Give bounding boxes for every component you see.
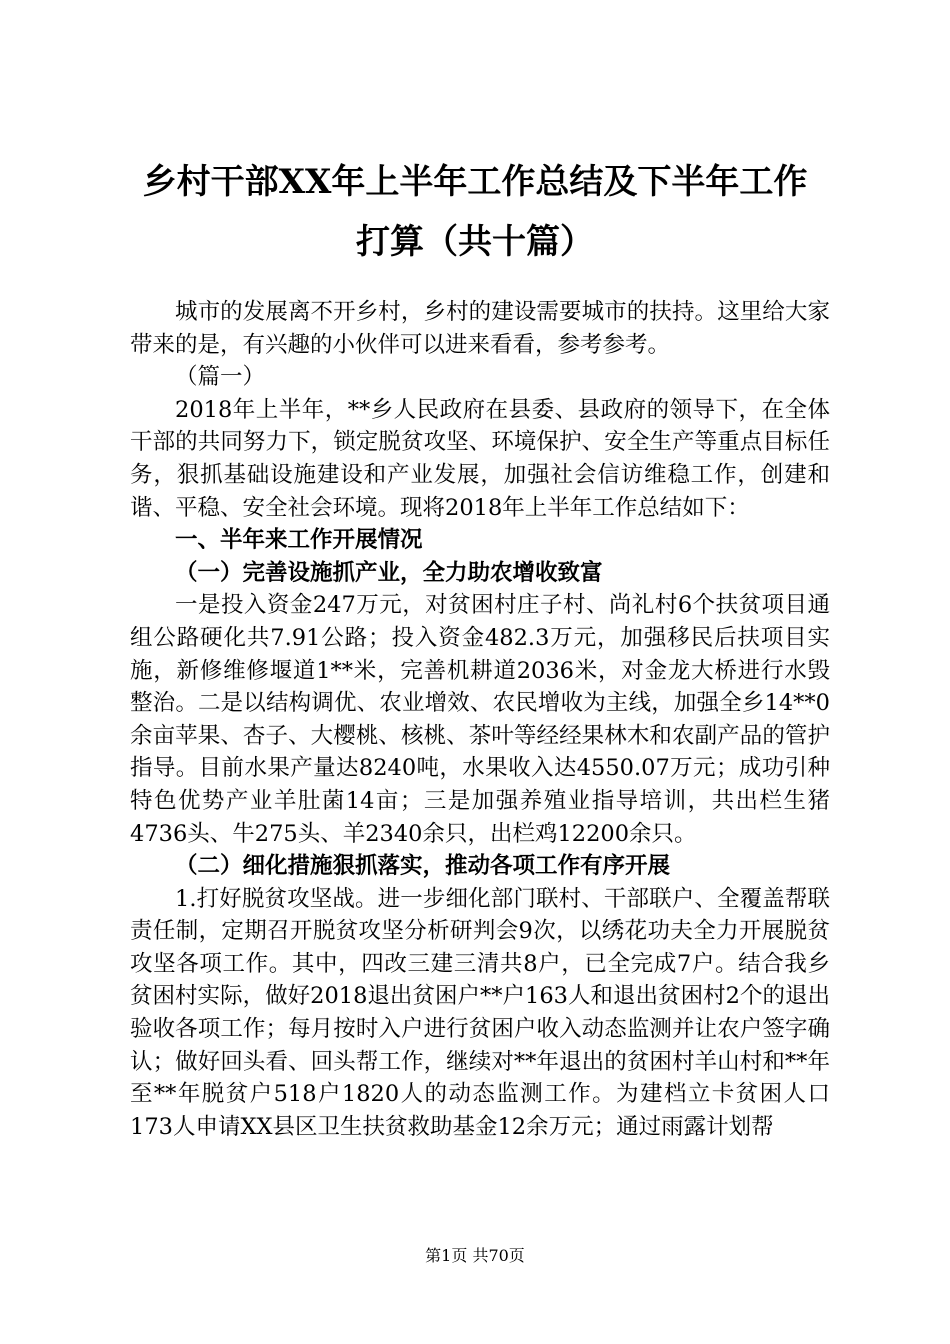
summary-paragraph: 2018年上半年，**乡人民政府在县委、县政府的领导下，在全体干部的共同努力下，锁定脱贫攻坚、环境保护、安全生产等重点目标任务，狠抓基础设施建设和产业发展，加强社会信访维稳工作，创建和谐、平稳、安全社会环境。现将2018年上半年工作总结如下： — [130, 396, 830, 521]
intro-paragraph: 城市的发展离不开乡村，乡村的建设需要城市的扶持。这里给大家带来的是，有兴趣的小伙伴可以进来看看，参考参考。 — [130, 299, 830, 358]
document-title-line-2: 打算（共十篇） — [356, 222, 594, 262]
heading-level-2: （一）完善设施抓产业，全力助农增收致富 — [175, 559, 603, 586]
document-body — [130, 296, 830, 1143]
body-paragraph: 一是投入资金247万元，对贫困村庄子村、尚礼村6个扶贫项目通组公路硬化共7.91公路；投入资金482.3万元，加强移民后扶项目实施，新修维修堰道1**米，完善机耕道2036米，对金龙大桥进行水毁整治。二是以结构调优、农业增效、农民增收为主线，加强全乡14**0余亩苹果、杏子、大樱桃、核桃、茶叶等经经果林木和农副产品的管护指导。目前水果产量达8240吨，水果收入达4550.07万元；成功引种特色优势产业羊肚菌14亩；三是加强养殖业指导培训，共出栏生猪4736头、牛275头、羊2340余只，出栏鸡12200余只。 — [130, 592, 830, 847]
heading-level-1: 一、半年来工作开展情况 — [175, 527, 423, 554]
heading-level-2: （二）细化措施狠抓落实，推动各项工作有序开展 — [175, 853, 671, 880]
page-footer: 第1页 共70页 — [425, 1246, 525, 1265]
document-title-line-1: 乡村干部XX年上半年工作总结及下半年工作 — [142, 162, 808, 202]
body-paragraph: 1.打好脱贫攻坚战。进一步细化部门联村、干部联户、全覆盖帮联责任制，定期召开脱贫攻坚分析研判会9次，以绣花功夫全力开展脱贫攻坚各项工作。其中，四改三建三清共8户，已全完成7户。结合我乡贫困村实际，做好2018退出贫困户**户163人和退出贫困村2个的退出验收各项工作；每月按时入户进行贫困户收入动态监测并让农户签字确认；做好回头看、回头帮工作，继续对**年退出的贫困村羊山村和**年至**年脱贫户518户1820人的动态监测工作。为建档立卡贫困人口173人申请XX县区卫生扶贫救助基金12余万元；通过雨露计划帮 — [130, 885, 830, 1140]
section-label: （篇一） — [175, 364, 266, 391]
